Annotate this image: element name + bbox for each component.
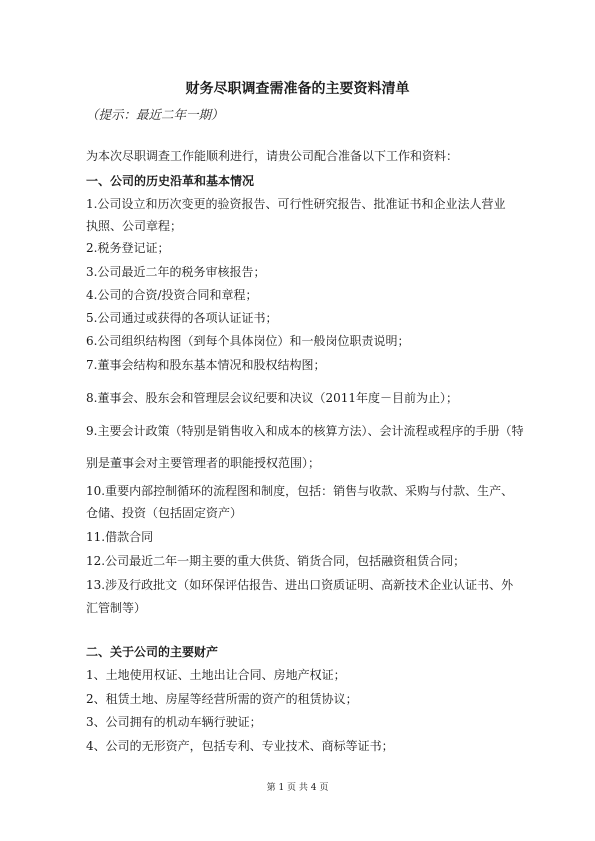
list-item: 汇管制等）: [86, 601, 147, 615]
list-item: 执照、公司章程；: [86, 219, 183, 233]
intro-paragraph: 为本次尽职调查工作能顺利进行，请贵公司配合准备以下工作和资料：: [86, 149, 459, 163]
list-item: 别是董事会对主要管理者的职能授权范围）；: [86, 456, 321, 470]
list-item: 2、租赁土地、房屋等经营所需的资产的租赁协议；: [86, 692, 358, 706]
list-item: 10.重要内部控制循环的流程图和制度，包括：销售与收款、采购与付款、生产、: [86, 484, 514, 498]
list-item: 7.董事会结构和股东基本情况和股权结构图；: [86, 358, 326, 372]
list-item: 13.涉及行政批文（如环保评估报告、进出口资质证明、高新技术企业认证书、外: [86, 578, 514, 592]
section-1-heading: 一、公司的历史沿革和基本情况: [86, 174, 255, 188]
list-item: 1、土地使用权证、土地出让合同、房地产权证；: [86, 668, 346, 682]
list-item: 11.借款合同: [86, 530, 154, 544]
list-item: 9.主要会计政策（特别是销售收入和成本的核算方法）、会计流程或程序的手册（特: [86, 424, 524, 438]
list-item: 6.公司组织结构图（到每个具体岗位）和一般岗位职责说明；: [86, 334, 410, 348]
section-2-heading: 二、关于公司的主要财产: [86, 645, 219, 659]
list-item: 2.税务登记证；: [86, 241, 170, 255]
hint-text: （提示：最近二年一期）: [86, 107, 224, 122]
list-item: 5.公司通过或获得的各项认证证书；: [86, 311, 278, 325]
list-item: 1.公司设立和历次变更的验资报告、可行性研究报告、批准证书和企业法人营业: [86, 197, 506, 211]
list-item: 3.公司最近二年的税务审核报告；: [86, 265, 266, 279]
list-item: 4、公司的无形资产，包括专利、专业技术、商标等证书；: [86, 739, 394, 753]
page-footer: 第 1 页 共 4 页: [266, 783, 329, 793]
document-title: 财务尽职调查需准备的主要资料清单: [185, 81, 410, 97]
list-item: 12.公司最近二年一期主要的重大供货、销货合同，包括融资租赁合同；: [86, 554, 466, 568]
list-item: 8.董事会、股东会和管理层会议纪要和决议（2011年度－目前为止）；: [86, 391, 458, 405]
list-item: 4.公司的合资/投资合同和章程；: [86, 288, 258, 302]
list-item: 3、公司拥有的机动车辆行驶证；: [86, 715, 262, 729]
list-item: 仓储、投资（包括固定资产）: [86, 506, 243, 520]
